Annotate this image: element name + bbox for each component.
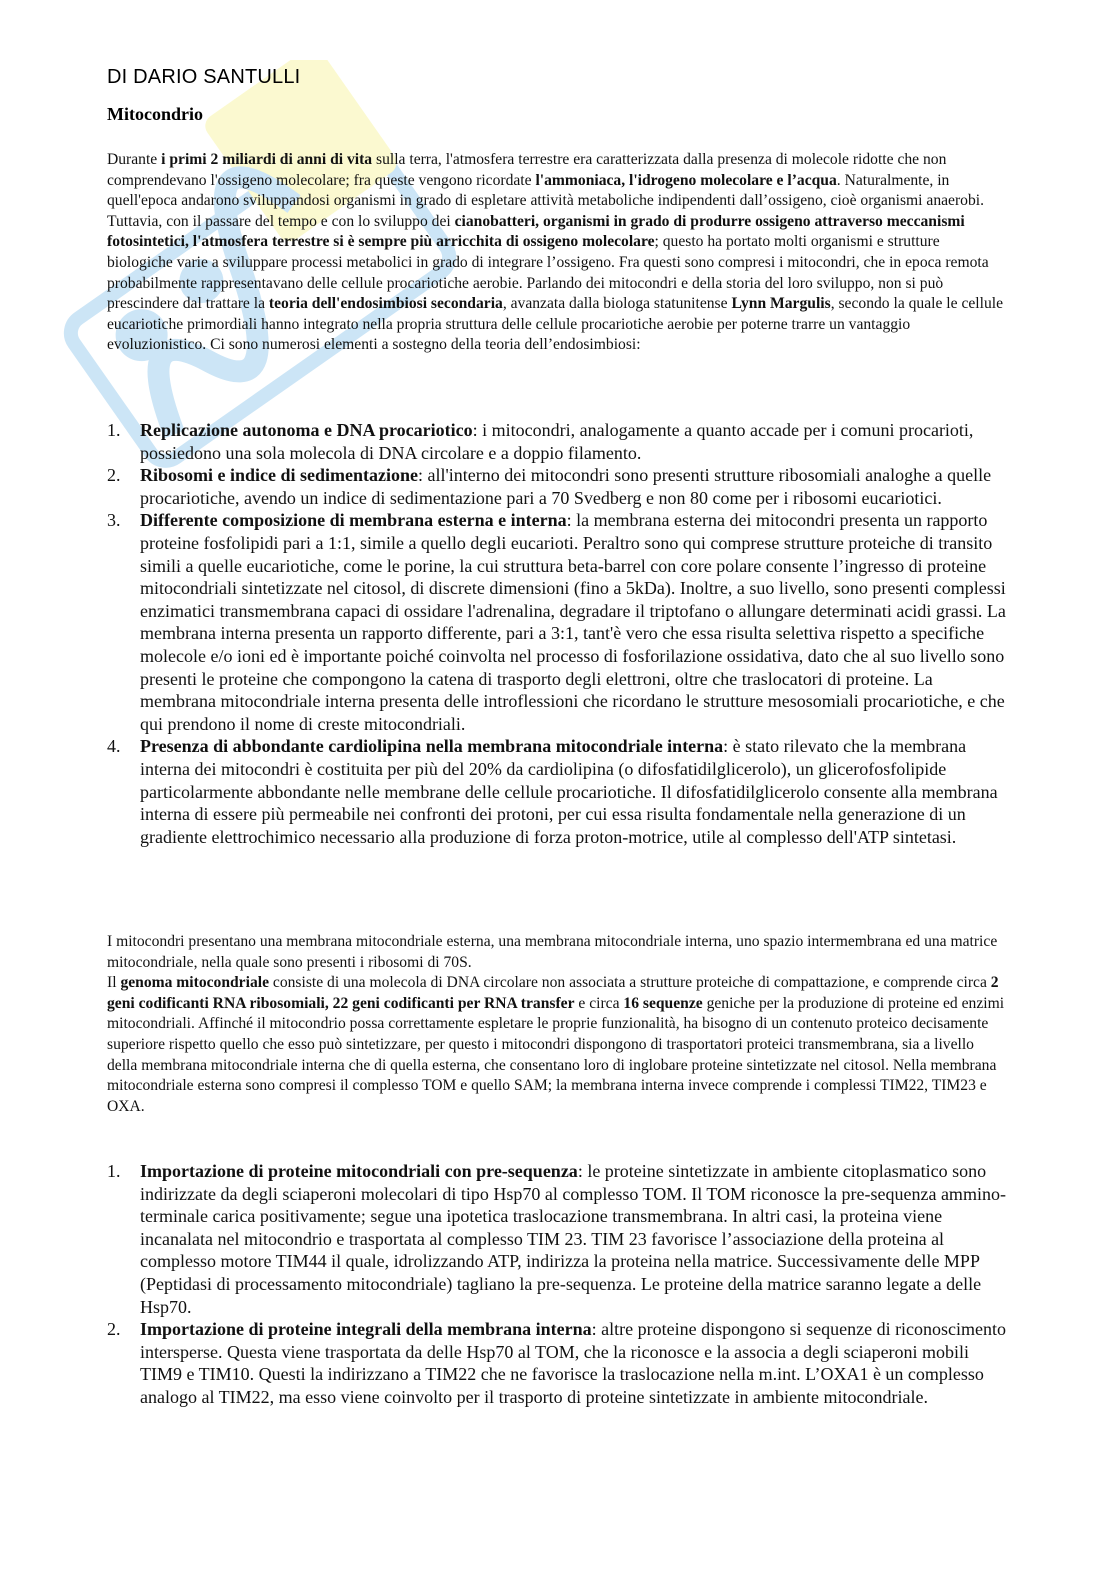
- text-run: consiste di una molecola di DNA circolare non associata a strutture proteiche di compattazione, e comprende circa: [269, 974, 991, 992]
- text-run: e circa: [574, 994, 624, 1012]
- bold-text: 2 geni codificanti RNA ribosomiali, 22 geni codificanti per RNA transfer: [107, 974, 999, 1012]
- import-list: [107, 1160, 1012, 1409]
- list-item: [107, 1160, 1012, 1318]
- list-item-text: : altre proteine dispongono si sequenze di riconoscimento intersperse. Questa viene trasportata da delle Hsp70 al TOM, che la riconosce e la associa a degli sciaperoni mobili TIM9 e TIM10. Questi la indirizzano a TIM22 che ne favorisce la traslocazione nella m.int. L’OXA1 è un complesso analogo al TIM22, ma esso viene coinvolto per il trasporto di proteine sintetizzate in ambiente mitocondriale.: [140, 1319, 1007, 1407]
- evidence-list-block: [107, 419, 1012, 848]
- list-number: 1.: [107, 1161, 121, 1181]
- structure-text: [107, 932, 1007, 1117]
- import-list-block: [107, 1160, 1012, 1409]
- list-item-heading: Ribosomi e indice di sedimentazione: [140, 465, 418, 486]
- list-number: 1.: [107, 420, 121, 440]
- list-number: 4.: [107, 736, 121, 757]
- list-item: [107, 735, 1012, 848]
- structure-paragraph: [107, 932, 1007, 1117]
- list-number: 2.: [107, 1319, 121, 1340]
- list-item-heading: Replicazione autonoma e DNA procariotico: [140, 420, 473, 440]
- list-item: [107, 1318, 1012, 1408]
- text-run: , avanzata dalla biologa statunitense: [502, 295, 732, 313]
- intro-paragraph: [107, 150, 1007, 356]
- list-item-text: : la membrana esterna dei mitocondri presenta un rapporto proteine fosfolipidi pari a 1:1, simile a quello degli eucarioti. Peraltro sono qui comprese strutture proteiche di transito simili a quelle eucariotiche, come le porine, la cui struttura beta-barrel con core polare consente l’ingresso di proteine mitocondriali sintetizzate nel citosol, di discrete dimensioni (fino a 5kDa). Inoltre, a suo livello, sono presenti complessi enzimatici transmembrana capaci di ossidare l'adrenalina, degradare il triptofano o allungare determinati acidi grassi. La membrana interna presenta un rapporto differente, pari a 3:1, tant'è vero che essa risulta selettiva rispetto a specifiche molecole e/o ioni ed è importante poiché coinvolta nel processo di fosforilazione ossidativa, dato che al suo livello sono presenti le proteine che compongono la catena di trasporto degli elettroni, oltre che traslocatori di proteine. La membrana mitocondriale interna presenta delle introflessioni che ricordano le strutture mesosomiali procariotiche, e che qui prendono il nome di creste mitocondriali.: [140, 510, 1006, 734]
- list-item-text: : è stato rilevato che la membrana interna dei mitocondri è costituita per più del 20% da cardiolipina (o difosfatidilglicerolo), un glicerofosfolipide particolarmente abbondante nelle membrane delle cellule procariotiche. Il difosfatidilglicerolo consente alla membrana interna di essere più permeabile nei confronti dei protoni, per cui essa risulta fondamentale nella generazione di un gradiente elettrochimico necessario alla produzione di forza proton-motrice, utile al complesso dell'ATP sintetasi.: [140, 736, 998, 847]
- bold-text: Lynn Margulis: [731, 295, 831, 313]
- list-item-heading: Importazione di proteine mitocondriali con pre-sequenza: [140, 1161, 578, 1181]
- bold-text: l'ammoniaca, l'idrogeno molecolare e l’acqua: [535, 171, 837, 189]
- text-run: Durante: [107, 151, 162, 168]
- text-run: . Naturalmente, in quell'epoca andarono sviluppandosi organismi in grado di espletare attività metaboliche indipendenti dall’ossigeno, cioè organismi anaerobi. Tuttavia, con il passare del tempo e con lo sviluppo dei: [107, 171, 984, 230]
- intro-text: [107, 150, 1007, 356]
- list-number: 3.: [107, 510, 121, 531]
- bold-text: cianobatteri, organismi in grado di produrre ossigeno attraverso meccanismi fotosintetici, l'atmosfera terrestre si è sempre più arricchita di ossigeno molecolare: [107, 212, 965, 251]
- text-run: Il: [107, 974, 121, 992]
- evidence-list: [107, 419, 1012, 848]
- bold-text: i primi 2 miliardi di anni di vita: [161, 151, 373, 168]
- bold-text: 16 sequenze: [623, 994, 703, 1012]
- text-run: geniche per la produzione di proteine ed enzimi mitocondriali. Affinché il mitocondrio possa correttamente espletare le proprie funzionalità, ha bisogno di un contenuto proteico decisamente superiore rispetto quello che esso può sintetizzare, per questo i mitocondri dispongono di trasportatori proteici transmembrana, sia a livello della membrana mitocondriale interna che di quella esterna, che consentano loro di inglobare proteine sintetizzate nel citosol. Nella membrana mitocondriale esterna sono compresi il complesso TOM e quello SAM; la membrana interna invece comprende i complessi TIM22, TIM23 e OXA.: [107, 994, 1005, 1115]
- author-name: DI DARIO SANTULLI: [107, 66, 301, 88]
- text-run: I mitocondri presentano una membrana mitocondriale esterna, una membrana mitocondriale interna, uno spazio intermembrana ed una matrice mitocondriale, nella quale sono presenti i ribosomi di 70S.: [107, 933, 998, 971]
- list-item-heading: Differente composizione di membrana esterna e interna: [140, 510, 567, 531]
- text-run: , secondo la quale le cellule eucariotiche primordiali hanno integrato nella propria struttura delle cellule procariotiche aerobie per poterne trarre un vantaggio evoluzionistico. Ci sono numerosi elementi a sostegno della teoria dell’endosimbiosi:: [107, 295, 1004, 354]
- list-item-text: : all'interno dei mitocondri sono presenti strutture ribosomiali analoghe a quelle procariotiche, avendo un indice di sedimentazione pari a 70 Svedberg e non 80 come per i ribosomi eucariotici.: [140, 465, 992, 508]
- list-item-heading: Importazione di proteine integrali della membrana interna: [140, 1319, 592, 1340]
- list-item-text: : le proteine sintetizzate in ambiente citoplasmatico sono indirizzate da degli sciaperoni molecolari di tipo Hsp70 al complesso TOM. Il TOM riconosce la pre-sequenza ammino-terminale carica positivamente; segue una ipotetica traslocazione transmembrana. In altri casi, la proteina viene incanalata nel mitocondrio e trasportata al complesso TIM 23. TIM 23 favorisce l’associazione della proteina al complesso motore TIM44 il quale, idrolizzando ATP, indirizza la proteina nella matrice. Successivamente delle MPP (Peptidasi di processamento mitocondriale) tagliano la pre-sequenza. Le proteine della matrice saranno legate a delle Hsp70.: [140, 1161, 1006, 1317]
- list-item: [107, 419, 1012, 464]
- list-item-text: : i mitocondri, analogamente a quanto accade per i comuni procarioti, possiedono una sola molecola di DNA circolare e a doppio filamento.: [140, 420, 974, 463]
- bold-text: teoria dell'endosimbiosi secondaria: [268, 295, 503, 313]
- page-title: Mitocondrio: [107, 104, 203, 124]
- bold-text: genoma mitocondriale: [120, 974, 269, 992]
- text-run: ; questo ha portato molti organismi e strutture biologiche varie a sviluppare processi metabolici in grado di integrare l’ossigeno. Fra questi sono compresi i mitocondri, che in epoca remota probabilmente rappresentavano delle cellule procariotiche aerobie. Parlando dei mitocondri e della storia del loro sviluppo, non si può prescindere dal trattare la: [107, 233, 989, 313]
- list-item: [107, 464, 1012, 509]
- list-item: [107, 509, 1012, 735]
- list-item-heading: Presenza di abbondante cardiolipina nella membrana mitocondriale interna: [140, 736, 724, 757]
- text-run: sulla terra, l'atmosfera terrestre era caratterizzata dalla presenza di molecole ridotte che non comprendevano l'ossigeno molecolare; fra queste vengono ricordate: [107, 151, 947, 189]
- list-number: 2.: [107, 465, 121, 486]
